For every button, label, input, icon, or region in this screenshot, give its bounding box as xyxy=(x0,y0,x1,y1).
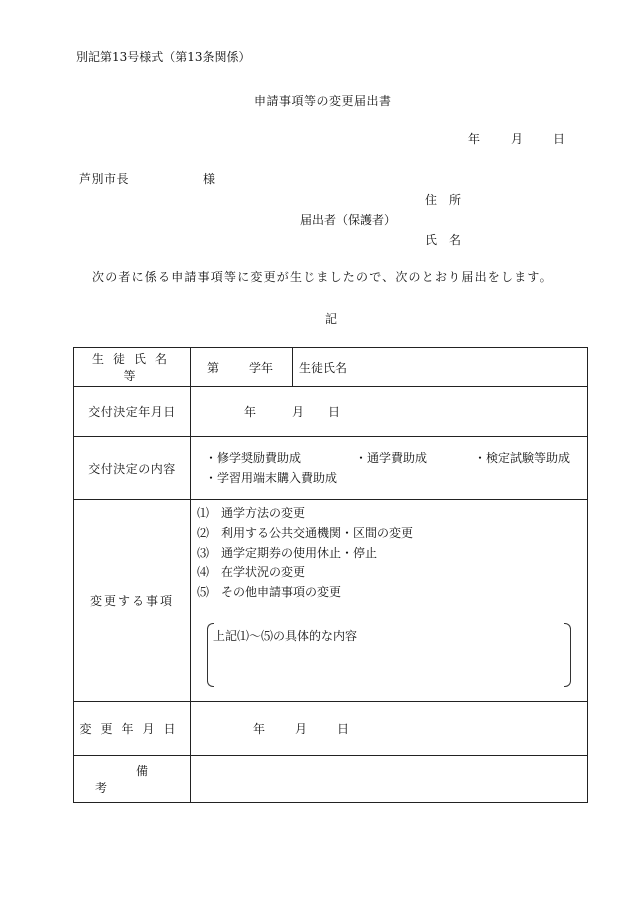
row-changes xyxy=(74,500,588,702)
change-item[interactable] xyxy=(197,563,587,583)
form-table xyxy=(73,347,588,803)
change-item-number: ⑴ xyxy=(197,506,210,520)
ki-label: 記 xyxy=(325,312,338,326)
decision-month: 月 xyxy=(292,405,305,419)
student-name-label: 生徒氏名 xyxy=(299,360,348,375)
date-day-label: 日 xyxy=(553,132,566,146)
grade-field[interactable] xyxy=(191,348,293,386)
row-remarks xyxy=(74,755,588,802)
change-item-text: 利用する公共交通機関・区間の変更 xyxy=(221,525,414,540)
statement-text: 次の者に係る申請事項等に変更が生じましたので、次のとおり届出をします。 xyxy=(92,270,553,284)
changes-field xyxy=(191,500,588,702)
row-decision-content xyxy=(74,437,588,500)
details-box[interactable] xyxy=(207,623,571,687)
student-info-cell xyxy=(191,348,588,387)
decision-day: 日 xyxy=(328,405,341,419)
changes-label: 変更する事項 xyxy=(89,593,174,608)
changes-label-cell xyxy=(74,500,191,702)
form-number: 別記第13号様式（第13条関係） xyxy=(76,50,251,64)
row-change-date xyxy=(74,701,588,755)
decision-content-label-cell xyxy=(74,437,191,500)
change-year: 年 xyxy=(253,721,266,736)
grade-prefix: 第 xyxy=(207,360,220,375)
decision-content-field xyxy=(191,437,588,500)
change-item-number: ⑸ xyxy=(197,585,210,600)
change-item-number: ⑵ xyxy=(197,525,210,540)
right-bracket xyxy=(564,623,571,687)
applicant-name-label: 氏 名 xyxy=(425,233,462,247)
remarks-label-cell xyxy=(74,755,211,802)
change-item[interactable] xyxy=(197,544,587,564)
student-name-field[interactable] xyxy=(293,359,347,376)
change-month: 月 xyxy=(295,721,308,736)
change-item[interactable] xyxy=(197,504,587,524)
change-item-text: 通学方法の変更 xyxy=(221,506,306,520)
student-label-cell xyxy=(74,348,191,387)
change-date-field[interactable] xyxy=(191,701,588,755)
student-label: 生徒氏名等 xyxy=(91,352,176,383)
subsidy-option[interactable]: ・検定試験等助成 xyxy=(474,451,571,465)
grade-suffix: 学年 xyxy=(249,360,274,375)
decision-year: 年 xyxy=(244,405,257,419)
change-item-number: ⑶ xyxy=(197,545,210,560)
change-item-text: 通学定期券の使用休止・停止 xyxy=(221,545,378,560)
change-item[interactable] xyxy=(197,583,587,603)
row-student xyxy=(74,348,588,387)
change-date-label: 変更年月日 xyxy=(79,721,185,736)
change-item-text: 在学状況の変更 xyxy=(221,565,306,580)
form-title: 申請事項等の変更届出書 xyxy=(254,94,392,108)
applicant-address-label: 住 所 xyxy=(425,193,462,207)
subsidy-option[interactable]: ・通学費助成 xyxy=(355,451,428,465)
applicant-role-label: 届出者（保護者） xyxy=(300,213,397,227)
addressee-name: 芦別市長 xyxy=(79,172,130,186)
change-item-number: ⑷ xyxy=(197,565,210,580)
date-month-label: 月 xyxy=(511,132,524,146)
change-item-text: その他申請事項の変更 xyxy=(221,585,342,600)
row-decision-date xyxy=(74,387,588,437)
details-note: 上記⑴～⑸の具体的な内容 xyxy=(213,628,358,643)
change-item[interactable] xyxy=(197,524,587,544)
decision-date-label-cell xyxy=(74,387,191,437)
change-date-label-cell xyxy=(74,701,191,755)
change-day: 日 xyxy=(337,721,350,736)
remarks-field[interactable] xyxy=(191,755,588,802)
subsidy-option[interactable]: ・学習用端末購入費助成 xyxy=(205,471,338,485)
subsidy-option[interactable]: ・修学奨励費助成 xyxy=(205,451,302,465)
decision-date-field[interactable] xyxy=(191,387,588,437)
decision-date-label: 交付決定年月日 xyxy=(88,405,176,419)
date-year-label: 年 xyxy=(468,132,481,146)
decision-content-label: 交付決定の内容 xyxy=(88,461,176,476)
remarks-label: 備考 xyxy=(94,763,211,795)
addressee-honorific: 様 xyxy=(203,172,216,186)
